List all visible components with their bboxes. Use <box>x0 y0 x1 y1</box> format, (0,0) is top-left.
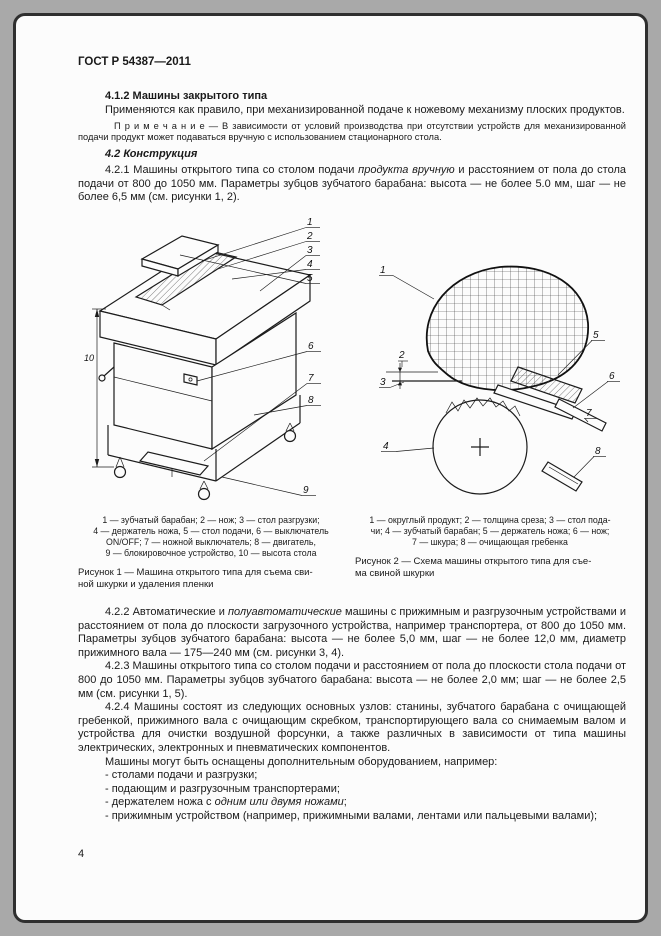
document-code: ГОСТ Р 54387—2011 <box>78 56 191 68</box>
round-product <box>427 267 588 391</box>
caster-wheel <box>199 488 210 499</box>
figure-1-caption-block <box>78 515 344 592</box>
paragraph-4-2-2: 4.2.2 Автоматические и полуавтоматические машины с прижимным и разгрузочным устройствами и расстоянием от пола до плоскости загрузочного устройства, например транспортера, от 800 до 1050 мм. Параметры зубцов зубчатого барабана: высота — не более 5,0 мм, шаг — не более 12,0 мм, диаметр прижимного вала — 175—240 мм (см. рисунки 3, 4). <box>78 605 627 659</box>
caster-wheel <box>285 430 296 441</box>
fig1-callout-4: 4 <box>307 258 313 270</box>
fig1-callout-3: 3 <box>307 244 313 256</box>
figure-1-title-line: ной шкурки и удаления пленки <box>78 579 214 591</box>
figure-2-title-line: ма свиной шкурки <box>355 568 435 580</box>
list-item: - столами подачи и разгрузки; <box>105 769 258 782</box>
paragraph-4-2-1: 4.2.1 Машины открытого типа со столом подачи продукта вручную и расстоянием от пола до стола подачи от 800 до 1050 мм. Параметры зубцов зубчатого барабана: высота — не более 5.0 мм, шаг — не более 6,5 мм (см. рисунки 1, 2). <box>78 164 626 204</box>
fig1-callout-5: 5 <box>307 272 313 284</box>
captions-row <box>78 515 626 592</box>
fig1-callout-1: 1 <box>307 216 313 228</box>
fig2-callout-3: 3 <box>380 376 386 388</box>
page-content <box>78 56 626 823</box>
foot-pedal <box>140 452 208 475</box>
list-item: - держателем ножа с одним или двумя ножами; <box>105 796 347 809</box>
fig2-callout-5: 5 <box>593 329 599 341</box>
cleaning-comb <box>542 462 582 491</box>
drum-teeth <box>446 398 520 416</box>
heading-4-2: 4.2 Конструкция <box>105 148 198 161</box>
figure-2-drawing <box>350 209 625 509</box>
heading-4-1-2: 4.1.2 Машины закрытого типа <box>105 90 268 102</box>
fig1-dimension-label: 10 <box>84 352 95 363</box>
machine-drawing <box>99 236 310 500</box>
figure-2-key-line: 1 — округлый продукт; 2 — толщина среза; 3 — стол пода- <box>369 514 611 525</box>
fig2-callout-7: 7 <box>586 407 592 419</box>
figure-1-title-line: Рисунок 1 — Машина открытого типа для съема сви- <box>78 566 313 578</box>
figure-2-key-line: 7 — шкура; 8 — очищающая гребенка <box>412 536 568 547</box>
figure-2-title <box>355 556 625 581</box>
list-item: - прижимным устройством (например, прижимными валами, лентами или пальцевыми валами); <box>105 809 598 822</box>
lever <box>104 367 114 376</box>
figure-1-drawing <box>84 209 334 509</box>
figure-2-title-line: Рисунок 2 — Схема машины открытого типа для съе- <box>355 555 592 567</box>
page-frame <box>13 13 648 923</box>
figure-1-key-line: 4 — держатель ножа, 5 — стол подачи, 6 — выключатель <box>93 525 329 536</box>
figure-1-title <box>78 567 344 592</box>
fig1-callout-6: 6 <box>308 340 314 352</box>
list-item: - подающим и разгрузочным транспортерами; <box>105 782 340 795</box>
note-paragraph: П р и м е ч а н и е — В зависимости от условий производства при отсутствии устройств для механизированной подачи продукт может подаваться вручную с использованием стационарного стола. <box>78 120 626 143</box>
paragraph-4-1-2: Применяются как правило, при механизированной подаче к ножевому механизму плоских продуктов. <box>105 104 625 116</box>
fig1-callout-9: 9 <box>303 484 309 496</box>
figure-1-key-line: 1 — зубчатый барабан; 2 — нож; 3 — стол разгрузки; <box>102 514 320 525</box>
page-number: 4 <box>78 848 85 860</box>
paragraph-4-2-3: 4.2.3 Машины открытого типа со столом подачи и расстоянием от пола до плоскости стола подачи от 800 до 1050 мм. Параметры зубцов зубчатого барабана: высота — не более 2,0 мм; шаг — не более 2,5 мм (см. рисунки 1, 5). <box>78 660 626 700</box>
fig2-callout-4: 4 <box>383 440 389 452</box>
fig2-callout-6: 6 <box>609 370 615 382</box>
fig1-callout-8: 8 <box>308 394 314 406</box>
fig2-callout-1: 1 <box>380 264 386 276</box>
paragraph-options-intro: Машины могут быть оснащены дополнительным оборудованием, например: <box>105 755 498 768</box>
figure-2-caption-block <box>355 515 625 592</box>
fig2-callout-8: 8 <box>595 445 601 457</box>
caster-wheel <box>115 466 126 477</box>
figure-2-key-line: чи; 4 — зубчатый барабан; 5 — держатель ножа; 6 — нож; <box>370 525 610 536</box>
figures-row <box>78 209 626 509</box>
fig1-callout-7: 7 <box>308 372 314 384</box>
toothed-drum <box>433 398 527 494</box>
fig2-callout-2: 2 <box>399 349 405 361</box>
figure-1-key-line: 9 — блокировочное устройство, 10 — высота стола <box>105 547 317 558</box>
paragraph-4-2-4: 4.2.4 Машины состоят из следующих основных узлов: станины, зубчатого барабана с очищающей гребенкой, прижимного вала с очищающим скребком, транспортирующего вала со снимаемым валом и устройства для очистки воздушной форсунки, а также различных в зависимости от типа машины электрических, электронных и пневматических компонентов. <box>78 701 626 754</box>
fig1-callout-2: 2 <box>307 230 313 242</box>
figure-1-key-line: ON/OFF; 7 — ножной выключатель; 8 — двигатель, <box>106 536 316 547</box>
